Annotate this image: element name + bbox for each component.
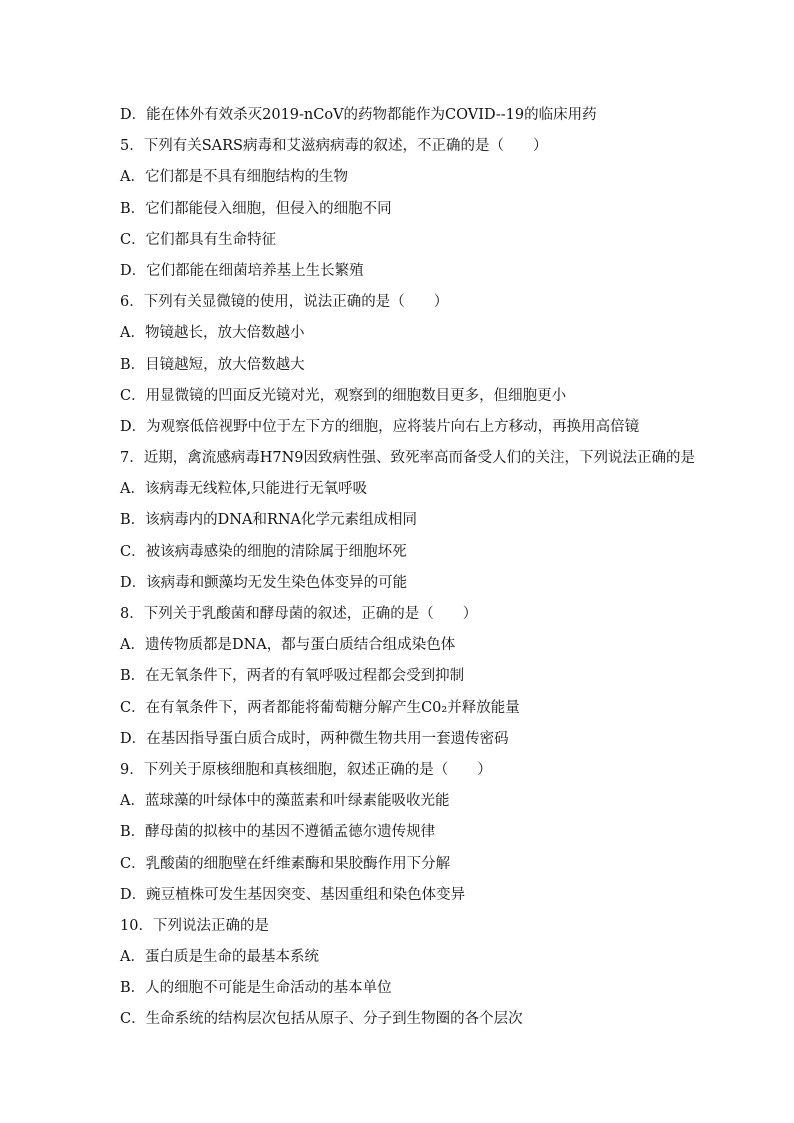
option-line: A．蛋白质是生命的最基本系统 bbox=[120, 949, 319, 966]
question-line: 8．下列关于乳酸菌和酵母菌的叙述，正确的是（ ） bbox=[120, 606, 478, 622]
option-line: C．被该病毒感染的细胞的清除属于细胞坏死 bbox=[120, 543, 407, 560]
option-line: B．人的细胞不可能是生命活动的基本单位 bbox=[120, 980, 392, 997]
option-line: A．物镜越长，放大倍数越小 bbox=[120, 325, 305, 342]
option-line: B．该病毒内的DNA和RNA化学元素组成相同 bbox=[120, 512, 418, 529]
option-line: A．蓝球藻的叶绿体中的藻蓝素和叶绿素能吸收光能 bbox=[120, 793, 450, 810]
option-line: A．遗传物质都是DNA，都与蛋白质结合组成染色体 bbox=[120, 637, 456, 654]
option-line: D．能在体外有效杀灭2019-nCoV的药物都能作为COVID--19的临床用药 bbox=[120, 107, 597, 123]
option-line: D．为观察低倍视野中位于左下方的细胞，应将装片向右上方移动，再换用高倍镜 bbox=[120, 418, 640, 435]
option-line: C．用显微镜的凹面反光镜对光，观察到的细胞数目更多，但细胞更小 bbox=[120, 387, 567, 404]
option-line: D．在基因指导蛋白质合成时，两种微生物共用一套遗传密码 bbox=[120, 730, 509, 747]
question-text-block bbox=[120, 100, 760, 1036]
option-line: C．在有氧条件下，两者都能将葡萄糖分解产生C0₂并释放能量 bbox=[120, 699, 520, 716]
option-line: D．豌豆植株可发生基因突变、基因重组和染色体变异 bbox=[120, 886, 466, 903]
option-line: B．目镜越短，放大倍数越大 bbox=[120, 356, 305, 373]
option-line: D．它们都能在细菌培养基上生长繁殖 bbox=[120, 262, 364, 279]
question-line: 9．下列关于原核细胞和真核细胞，叙述正确的是（ ） bbox=[120, 761, 492, 778]
option-line: C．它们都具有生命特征 bbox=[120, 231, 277, 248]
option-line: B．酵母菌的拟核中的基因不遵循孟德尔遗传规律 bbox=[120, 824, 436, 841]
question-line: 10．下列说法正确的是 bbox=[120, 917, 269, 934]
option-line: A．它们都是不具有细胞结构的生物 bbox=[120, 169, 348, 186]
option-line: C．生命系统的结构层次包括从原子、分子到生物圈的各个层次 bbox=[120, 1011, 523, 1028]
option-line: A．该病毒无线粒体,只能进行无氧呼吸 bbox=[120, 481, 368, 498]
question-line: 6．下列有关显微镜的使用，说法正确的是（ ） bbox=[120, 294, 449, 311]
question-line: 5．下列有关SARS病毒和艾滋病病毒的叙述，不正确的是（ ） bbox=[120, 138, 548, 155]
option-line: C．乳酸菌的细胞壁在纤维素酶和果胶酶作用下分解 bbox=[120, 855, 451, 872]
question-line: 7．近期，禽流感病毒H7N9因致病性强、致死率高而备受人们的关注，下列说法正确的是 bbox=[120, 450, 696, 467]
option-line: D．该病毒和颤藻均无发生染色体变异的可能 bbox=[120, 574, 408, 591]
option-line: B．它们都能侵入细胞，但侵入的细胞不同 bbox=[120, 200, 392, 217]
option-line: B．在无氧条件下，两者的有氧呼吸过程都会受到抑制 bbox=[120, 668, 465, 685]
